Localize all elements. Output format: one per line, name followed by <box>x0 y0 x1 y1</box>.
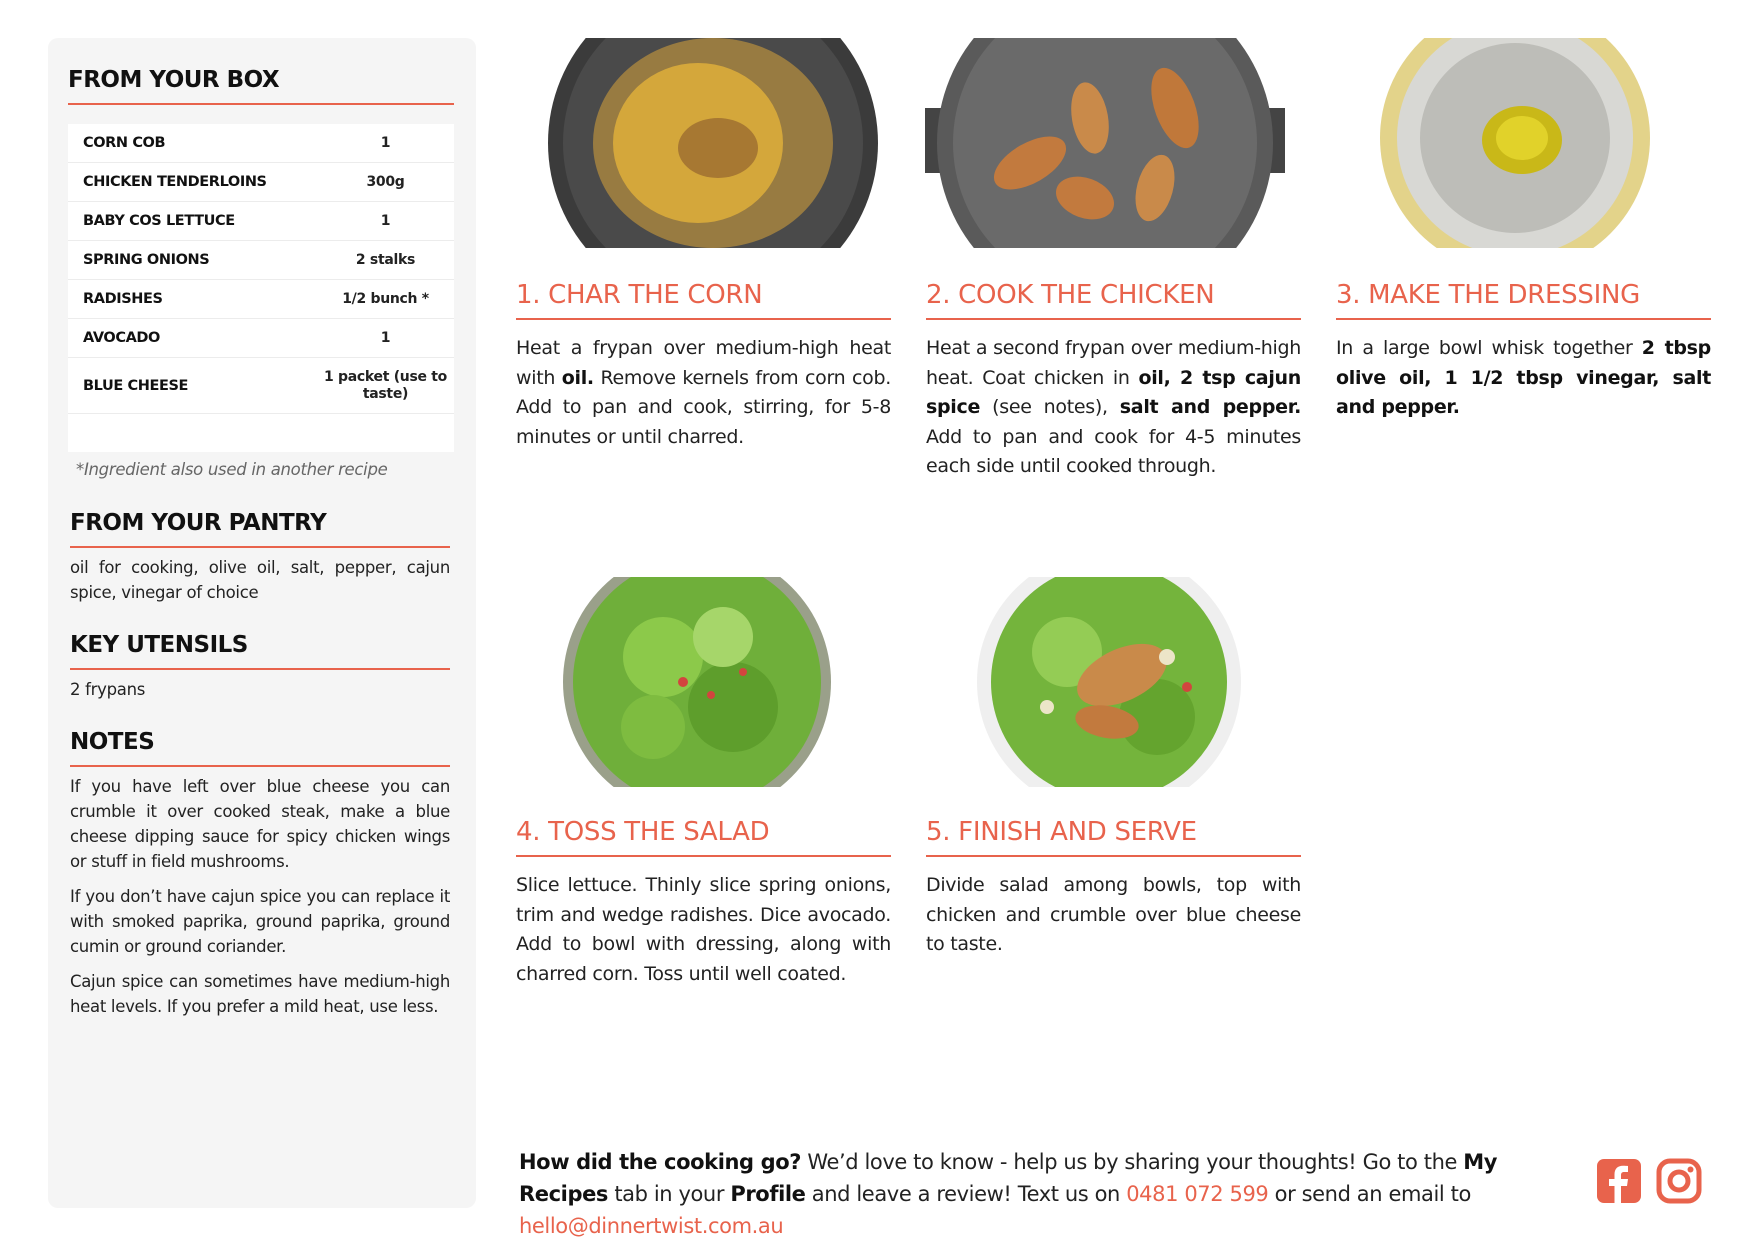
step-text-bold: oil. <box>561 366 594 389</box>
ingredient-name: AVOCADO <box>83 330 160 346</box>
feedback-span: or send an email to <box>1268 1182 1471 1206</box>
step-2-body <box>926 334 1301 482</box>
notes-title-rule <box>70 765 450 767</box>
ingredients-table <box>68 124 454 452</box>
table-row-empty <box>68 414 454 452</box>
step-2-rule <box>926 318 1301 320</box>
step-5-body <box>926 871 1301 960</box>
ingredient-footnote: *Ingredient also used in another recipe <box>76 460 388 479</box>
feedback-span: We’d love to know - help us by sharing your thoughts! Go to the <box>801 1150 1464 1174</box>
step-text: In a large bowl whisk together <box>1336 337 1642 359</box>
step-4-body <box>516 871 891 989</box>
table-row <box>68 241 454 280</box>
step-text: Slice lettuce. Thinly slice spring onions, trim and wedge radishes. Dice avocado. Add to bowl with dressing, along with charred corn. Toss until well coated. <box>516 874 891 985</box>
step-4-rule <box>516 855 891 857</box>
step-4-title: 4. TOSS THE SALAD <box>516 817 770 847</box>
finished-salad-photo <box>977 577 1242 787</box>
facebook-icon[interactable] <box>1596 1158 1642 1204</box>
step-1-title: 1. CHAR THE CORN <box>516 280 763 310</box>
ingredient-name: RADISHES <box>83 291 163 307</box>
notes-title: NOTES <box>70 729 155 755</box>
ingredient-qty: 1 <box>380 212 391 229</box>
profile-label: Profile <box>730 1182 806 1206</box>
pantry-title-rule <box>70 546 450 548</box>
notes-body <box>70 774 450 1029</box>
step-1-rule <box>516 318 891 320</box>
feedback-question: How did the cooking go? <box>519 1150 802 1174</box>
corn-pan-photo <box>548 38 878 248</box>
ingredient-name: BLUE CHEESE <box>83 377 189 394</box>
chicken-pan-photo <box>925 38 1285 248</box>
table-row <box>68 319 454 358</box>
ingredient-name: CORN COB <box>83 135 166 151</box>
pantry-title: FROM YOUR PANTRY <box>70 510 327 536</box>
salad-bowl-photo <box>563 577 831 787</box>
note-paragraph: If you don’t have cajun spice you can replace it with smoked paprika, ground paprika, ground cumin or ground coriander. <box>70 887 450 956</box>
ingredient-qty: 2 stalks <box>355 251 416 268</box>
note-paragraph: If you have left over blue cheese you can crumble it over cooked steak, make a blue cheese dipping sauce for spicy chicken wings or stuff in field mushrooms. <box>70 777 450 871</box>
ingredient-name: BABY COS LETTUCE <box>83 213 235 229</box>
phone-link[interactable]: 0481 072 599 <box>1126 1182 1269 1206</box>
feedback-text <box>519 1146 1579 1242</box>
table-row <box>68 358 454 414</box>
table-row <box>68 202 454 241</box>
step-5-rule <box>926 855 1301 857</box>
step-text-bold: oil, 2 tsp cajun spice <box>926 366 1301 418</box>
step-5-title: 5. FINISH AND SERVE <box>926 817 1197 847</box>
feedback-span: and leave a review! Text us on <box>805 1182 1127 1206</box>
my-recipes-label: My Recipes <box>519 1150 1498 1206</box>
step-text-bold: salt and pepper. <box>1119 396 1301 418</box>
ingredient-qty: 1 <box>380 329 391 346</box>
step-text: Remove kernels from corn cob. Add to pan and cook, stirring, for 5-8 minutes or until charred. <box>516 366 891 448</box>
box-title-rule <box>68 103 454 105</box>
ingredient-name: SPRING ONIONS <box>83 252 210 268</box>
pantry-text: oil for cooking, olive oil, salt, pepper, cajun spice, vinegar of choice <box>70 558 450 602</box>
instagram-icon[interactable] <box>1656 1158 1702 1204</box>
step-text-bold: 2 tbsp olive oil, 1 1/2 tbsp vinegar, salt and pepper. <box>1336 337 1711 418</box>
step-3-body <box>1336 334 1711 423</box>
step-text: (see notes), <box>980 396 1120 418</box>
step-text: Add to pan and cook for 4-5 minutes each side until cooked through. <box>926 425 1301 477</box>
step-1-body <box>516 334 891 452</box>
box-title: FROM YOUR BOX <box>68 67 280 93</box>
email-link[interactable]: hello@dinnertwist.com.au <box>519 1214 784 1238</box>
step-text: Heat a second frypan over medium-high heat. Coat chicken in <box>926 337 1301 389</box>
note-paragraph: Cajun spice can sometimes have medium-high heat levels. If you prefer a mild heat, use less. <box>70 972 450 1016</box>
table-row <box>68 163 454 202</box>
utensils-title-rule <box>70 668 450 670</box>
dressing-bowl-photo <box>1380 38 1650 248</box>
step-text: Heat a frypan over medium-high heat with <box>516 337 891 389</box>
utensils-text: 2 frypans <box>70 680 146 699</box>
ingredient-qty: 1 <box>380 134 391 151</box>
ingredient-qty: 1/2 bunch * <box>342 290 429 307</box>
ingredient-qty: 300g <box>366 173 405 190</box>
ingredient-qty: 1 packet (use to taste) <box>324 368 447 402</box>
feedback-span: tab in your <box>608 1182 731 1206</box>
step-text: Divide salad among bowls, top with chicken and crumble over blue cheese to taste. <box>926 874 1301 955</box>
table-row <box>68 280 454 319</box>
table-row <box>68 124 454 163</box>
utensils-title: KEY UTENSILS <box>70 632 248 658</box>
step-3-title: 3. MAKE THE DRESSING <box>1336 280 1640 310</box>
step-2-title: 2. COOK THE CHICKEN <box>926 280 1215 310</box>
ingredient-name: CHICKEN TENDERLOINS <box>83 174 267 190</box>
step-3-rule <box>1336 318 1711 320</box>
